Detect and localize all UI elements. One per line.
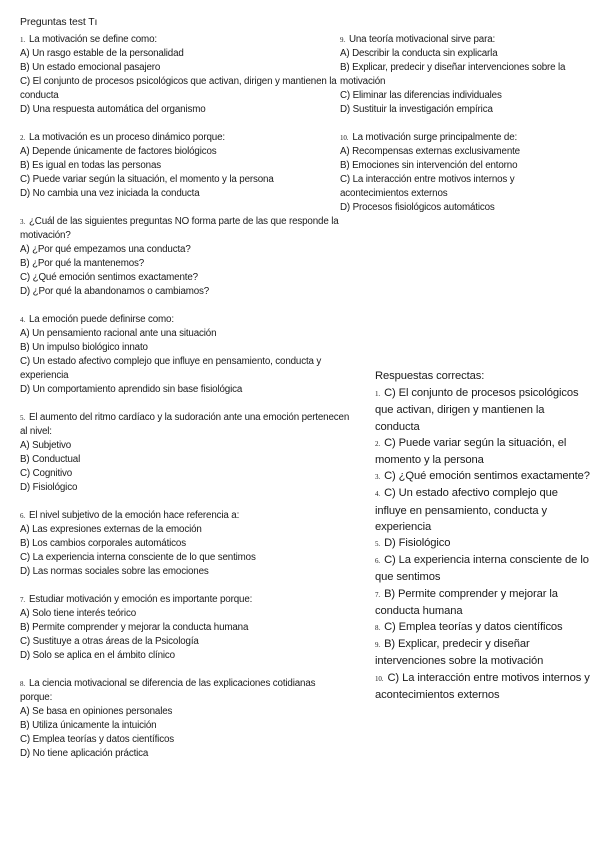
question-text: Estudiar motivación y emoción es importante porque: [28,594,253,605]
answer-key-item [375,435,590,468]
answer-key-text: C) El conjunto de procesos psicológicos que activan, dirigen y mantienen la conducta [375,387,579,433]
answer-option: D) Una respuesta automática del organismo [20,104,206,115]
answer-key-number: 1. [375,390,381,399]
question-stem [20,677,350,705]
answer-option: C) Sustituye a otras áreas de la Psicología [20,636,199,647]
answer-option: A) Subjetivo [20,440,72,451]
question-number: 3. [20,218,25,226]
answer-option: B) Permite comprender y mejorar la conducta humana [20,622,249,633]
question-stem [20,215,350,243]
question-text: ¿Cuál de las siguientes preguntas NO forma parte de las que responde la motivación? [20,216,339,241]
answer-option: B) Emociones sin intervención del entorno [340,160,518,171]
answer-option: B) Un estado emocional pasajero [20,62,161,73]
question-text: La emoción puede definirse como: [28,314,174,325]
question-block [20,215,350,299]
question-block [20,33,350,117]
question-block [20,593,350,663]
answer-key-text: C) Un estado afectivo complejo que influye en pensamiento, conducta y experiencia [375,487,558,533]
question-text: La ciencia motivacional se diferencia de las explicaciones cotidianas porque: [20,678,316,703]
answer-key-item [375,619,590,636]
answer-option: A) Un pensamiento racional ante una situación [20,328,217,339]
answer-option: D) Fisiológico [20,482,78,493]
question-stem [20,411,350,439]
answer-key-number: 5. [375,540,381,549]
left-question-column [20,33,350,775]
answer-key-item [375,468,590,485]
answer-option: A) Un rasgo estable de la personalidad [20,48,184,59]
answer-option: A) Solo tiene interés teórico [20,608,136,619]
answer-option: C) La experiencia interna consciente de lo que sentimos [20,552,256,563]
answer-option: B) Explicar, predecir y diseñar intervenciones sobre la motivación [340,62,566,87]
question-number: 6. [20,512,25,520]
answer-key-number: 9. [375,641,381,650]
answer-key-number: 7. [375,590,381,599]
answer-option: A) Describir la conducta sin explicarla [340,48,498,59]
answer-option: C) Un estado afectivo complejo que influye en pensamiento, conducta y experiencia [20,356,322,381]
answer-key-number: 10. [375,674,384,683]
question-text: La motivación se define como: [28,34,157,45]
answer-key-item [375,485,590,535]
answer-option: B) Utiliza únicamente la intuición [20,720,157,731]
question-text: Una teoría motivacional sirve para: [348,34,496,45]
answer-option: C) El conjunto de procesos psicológicos que activan, dirigen y mantienen la conducta [20,76,337,101]
question-number: 7. [20,596,25,604]
answer-option: B) Conductual [20,454,81,465]
answer-option: A) Las expresiones externas de la emoción [20,524,202,535]
answer-key-text: B) Permite comprender y mejorar la conducta humana [375,587,558,617]
answer-option: C) La interacción entre motivos internos y acontecimientos externos [340,174,515,199]
answer-key-item [375,670,590,703]
question-number: 8. [20,680,25,688]
question-block [20,313,350,397]
question-number: 4. [20,316,25,324]
answer-option: B) Los cambios corporales automáticos [20,538,186,549]
question-text: La motivación surge principalmente de: [352,132,518,143]
answer-option: A) Depende únicamente de factores biológicos [20,146,217,157]
question-stem [20,33,350,47]
answer-option: D) ¿Por qué la abandonamos o cambiamos? [20,286,210,297]
answer-option: B) Es igual en todas las personas [20,160,161,171]
answer-option: D) No tiene aplicación práctica [20,748,149,759]
question-number: 9. [340,36,345,44]
answer-option: D) Un comportamiento aprendido sin base fisiológica [20,384,243,395]
question-stem [340,33,585,47]
answer-key-number: 4. [375,490,381,499]
answer-key-heading: Respuestas correctas: [375,370,485,382]
question-stem [20,593,350,607]
question-text: El aumento del ritmo cardíaco y la sudoración ante una emoción pertenecen al nivel: [20,412,350,437]
answer-option: D) Procesos fisiológicos automáticos [340,202,495,213]
answer-key-text: C) La experiencia interna consciente de lo que sentimos [375,554,589,584]
answer-option: A) Se basa en opiniones personales [20,706,173,717]
answer-option: A) Recompensas externas exclusivamente [340,146,520,157]
question-number: 2. [20,134,25,142]
answer-key-item [375,552,590,585]
answer-key-text: B) Explicar, predecir y diseñar intervenciones sobre la motivación [375,638,544,668]
answer-option: D) No cambia una vez iniciada la conducta [20,188,200,199]
question-block [20,411,350,495]
question-text: La motivación es un proceso dinámico porque: [28,132,225,143]
question-block [20,131,350,201]
answer-key-number: 3. [375,473,381,482]
answer-option: C) Eliminar las diferencias individuales [340,90,502,101]
question-number: 10. [340,134,349,142]
answer-key-text: C) ¿Qué emoción sentimos exactamente? [384,470,590,483]
answer-key-text: D) Fisiológico [384,537,451,550]
answer-option: D) Solo se aplica en el ámbito clínico [20,650,175,661]
answer-key-text: C) Emplea teorías y datos científicos [384,621,563,634]
question-stem [20,131,350,145]
right-question-column [340,33,585,229]
answer-key-item [375,535,590,552]
question-text: El nivel subjetivo de la emoción hace referencia a: [28,510,240,521]
answer-key-text: C) Puede variar según la situación, el momento y la persona [375,436,567,467]
answer-option: D) Sustituir la investigación empírica [340,104,493,115]
page-title: Preguntas test Tı [20,17,98,28]
answer-option: A) ¿Por qué empezamos una conducta? [20,244,191,255]
question-stem [20,313,350,327]
answer-key-number: 2. [375,439,381,448]
question-number: 5. [20,414,25,422]
answer-key-number: 8. [375,624,381,633]
answer-option: C) Cognitivo [20,468,73,479]
answer-option: C) Emplea teorías y datos científicos [20,734,174,745]
answer-key [375,368,590,703]
answer-key-item [375,586,590,619]
answer-option: B) Un impulso biológico innato [20,342,148,353]
question-stem [20,509,350,523]
question-block [340,33,585,117]
answer-option: D) Las normas sociales sobre las emociones [20,566,209,577]
answer-key-text: C) La interacción entre motivos internos y acontecimientos externos [375,671,590,701]
question-block [20,677,350,761]
question-block [20,509,350,579]
answer-option: C) Puede variar según la situación, el momento y la persona [20,174,274,185]
answer-option: C) ¿Qué emoción sentimos exactamente? [20,272,198,283]
question-stem [340,131,585,145]
answer-key-item [375,636,590,669]
question-number: 1. [20,36,25,44]
answer-key-number: 6. [375,557,381,566]
question-block [340,131,585,215]
answer-key-item [375,385,590,435]
answer-option: B) ¿Por qué la mantenemos? [20,258,145,269]
